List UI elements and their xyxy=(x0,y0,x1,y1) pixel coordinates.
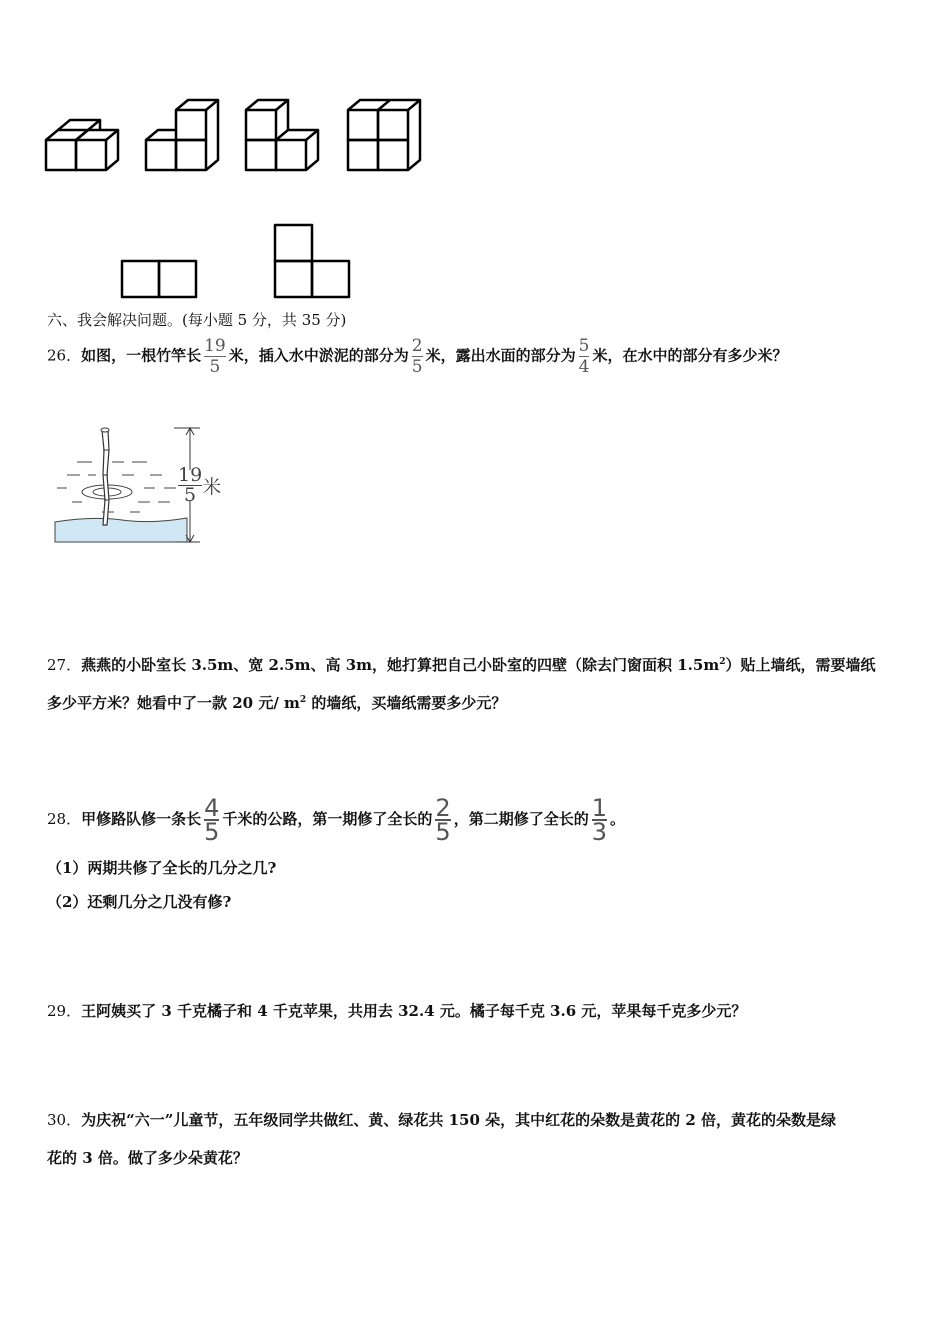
question-30 xyxy=(47,1110,836,1130)
q29-text: 王阿姨买了 3 千克橘子和 4 千克苹果，共用去 32.4 元。橘子每千克 3.6 元，苹果每千克多少元？ xyxy=(81,1002,747,1020)
q26-text-2: 米，插入水中淤泥的部分为 xyxy=(228,346,409,365)
q27-sup-2: 2 xyxy=(299,695,307,705)
q26-text-1: 如图，一根竹竿长 xyxy=(81,346,202,365)
fraction-5-4: $\frac{5}{4}$ xyxy=(578,336,590,377)
q27-line2-a: 多少平方米？她看中了一款 20 元/ m xyxy=(47,694,300,712)
question-number: 28． xyxy=(47,810,82,828)
q27-line1-a: 燕燕的小卧室长 3.5m、宽 2.5m、高 3m，她打算把自己小卧室的四壁（除去门窗面积 1.5m xyxy=(81,656,720,674)
question-26 xyxy=(47,336,787,377)
q28-text-3: ，第二期修了全长的 xyxy=(453,810,589,828)
bamboo-length-label xyxy=(178,466,221,505)
q27-line2-b: 的墙纸，买墙纸需要多少元？ xyxy=(306,694,507,712)
question-28-sub1: （1）两期共修了全长的几分之几? xyxy=(47,859,277,877)
question-28 xyxy=(47,794,625,846)
cube-figure-b xyxy=(146,100,218,170)
question-number: 27． xyxy=(47,656,82,674)
question-27 xyxy=(47,652,875,675)
q26-text-4: 米，在水中的部分有多少米？ xyxy=(592,346,788,365)
q28-text-2: 千米的公路，第一期修了全长的 xyxy=(222,810,433,828)
fraction-1-3: $\frac{1}{3}$ xyxy=(591,794,607,846)
q30-line1: 为庆祝“六一”儿童节，五年级同学共做红、黄、绿花共 150 朵，其中红花的朵数是黄花的 2 倍，黄花的朵数是绿 xyxy=(81,1111,836,1129)
bamboo-pole xyxy=(101,428,109,525)
question-30-line2: 花的 3 倍。做了多少朵黄花？ xyxy=(47,1149,248,1167)
cube-views-figure xyxy=(40,95,430,305)
fraction-4-5: $\frac{4}{5}$ xyxy=(204,794,220,846)
q27-line1-b: ）贴上墙纸，需要墙纸 xyxy=(725,656,876,674)
question-number: 30． xyxy=(47,1111,82,1129)
cube-figure-c xyxy=(246,100,318,170)
fraction-2-5: $\frac{2}{5}$ xyxy=(411,336,423,377)
q26-text-3: 米，露出水面的部分为 xyxy=(425,346,576,365)
unit-label: 米 xyxy=(202,476,222,498)
question-27-line2 xyxy=(47,690,506,713)
view-l-shape xyxy=(275,225,349,297)
cube-figure-a xyxy=(46,120,118,170)
q28-text-1: 甲修路队修一条长 xyxy=(81,810,202,828)
fraction-2-5-b: $\frac{2}{5}$ xyxy=(435,794,451,846)
fraction-19-5-figure: $\frac{19}{5}$ xyxy=(178,464,203,506)
q27-sup: 2 xyxy=(719,657,726,667)
question-number: 26． xyxy=(47,346,82,365)
fraction-19-5: $\frac{19}{5}$ xyxy=(204,336,226,377)
q28-text-4: 。 xyxy=(609,810,625,828)
question-29 xyxy=(47,1001,746,1021)
view-two-squares xyxy=(122,261,196,297)
question-28-sub2: （2）还剩几分之几没有修? xyxy=(47,893,232,911)
question-number: 29． xyxy=(47,1002,82,1020)
section-heading: 六、我会解决问题。(每小题 5 分，共 35 分) xyxy=(47,311,347,329)
cube-figure-d xyxy=(348,100,420,170)
